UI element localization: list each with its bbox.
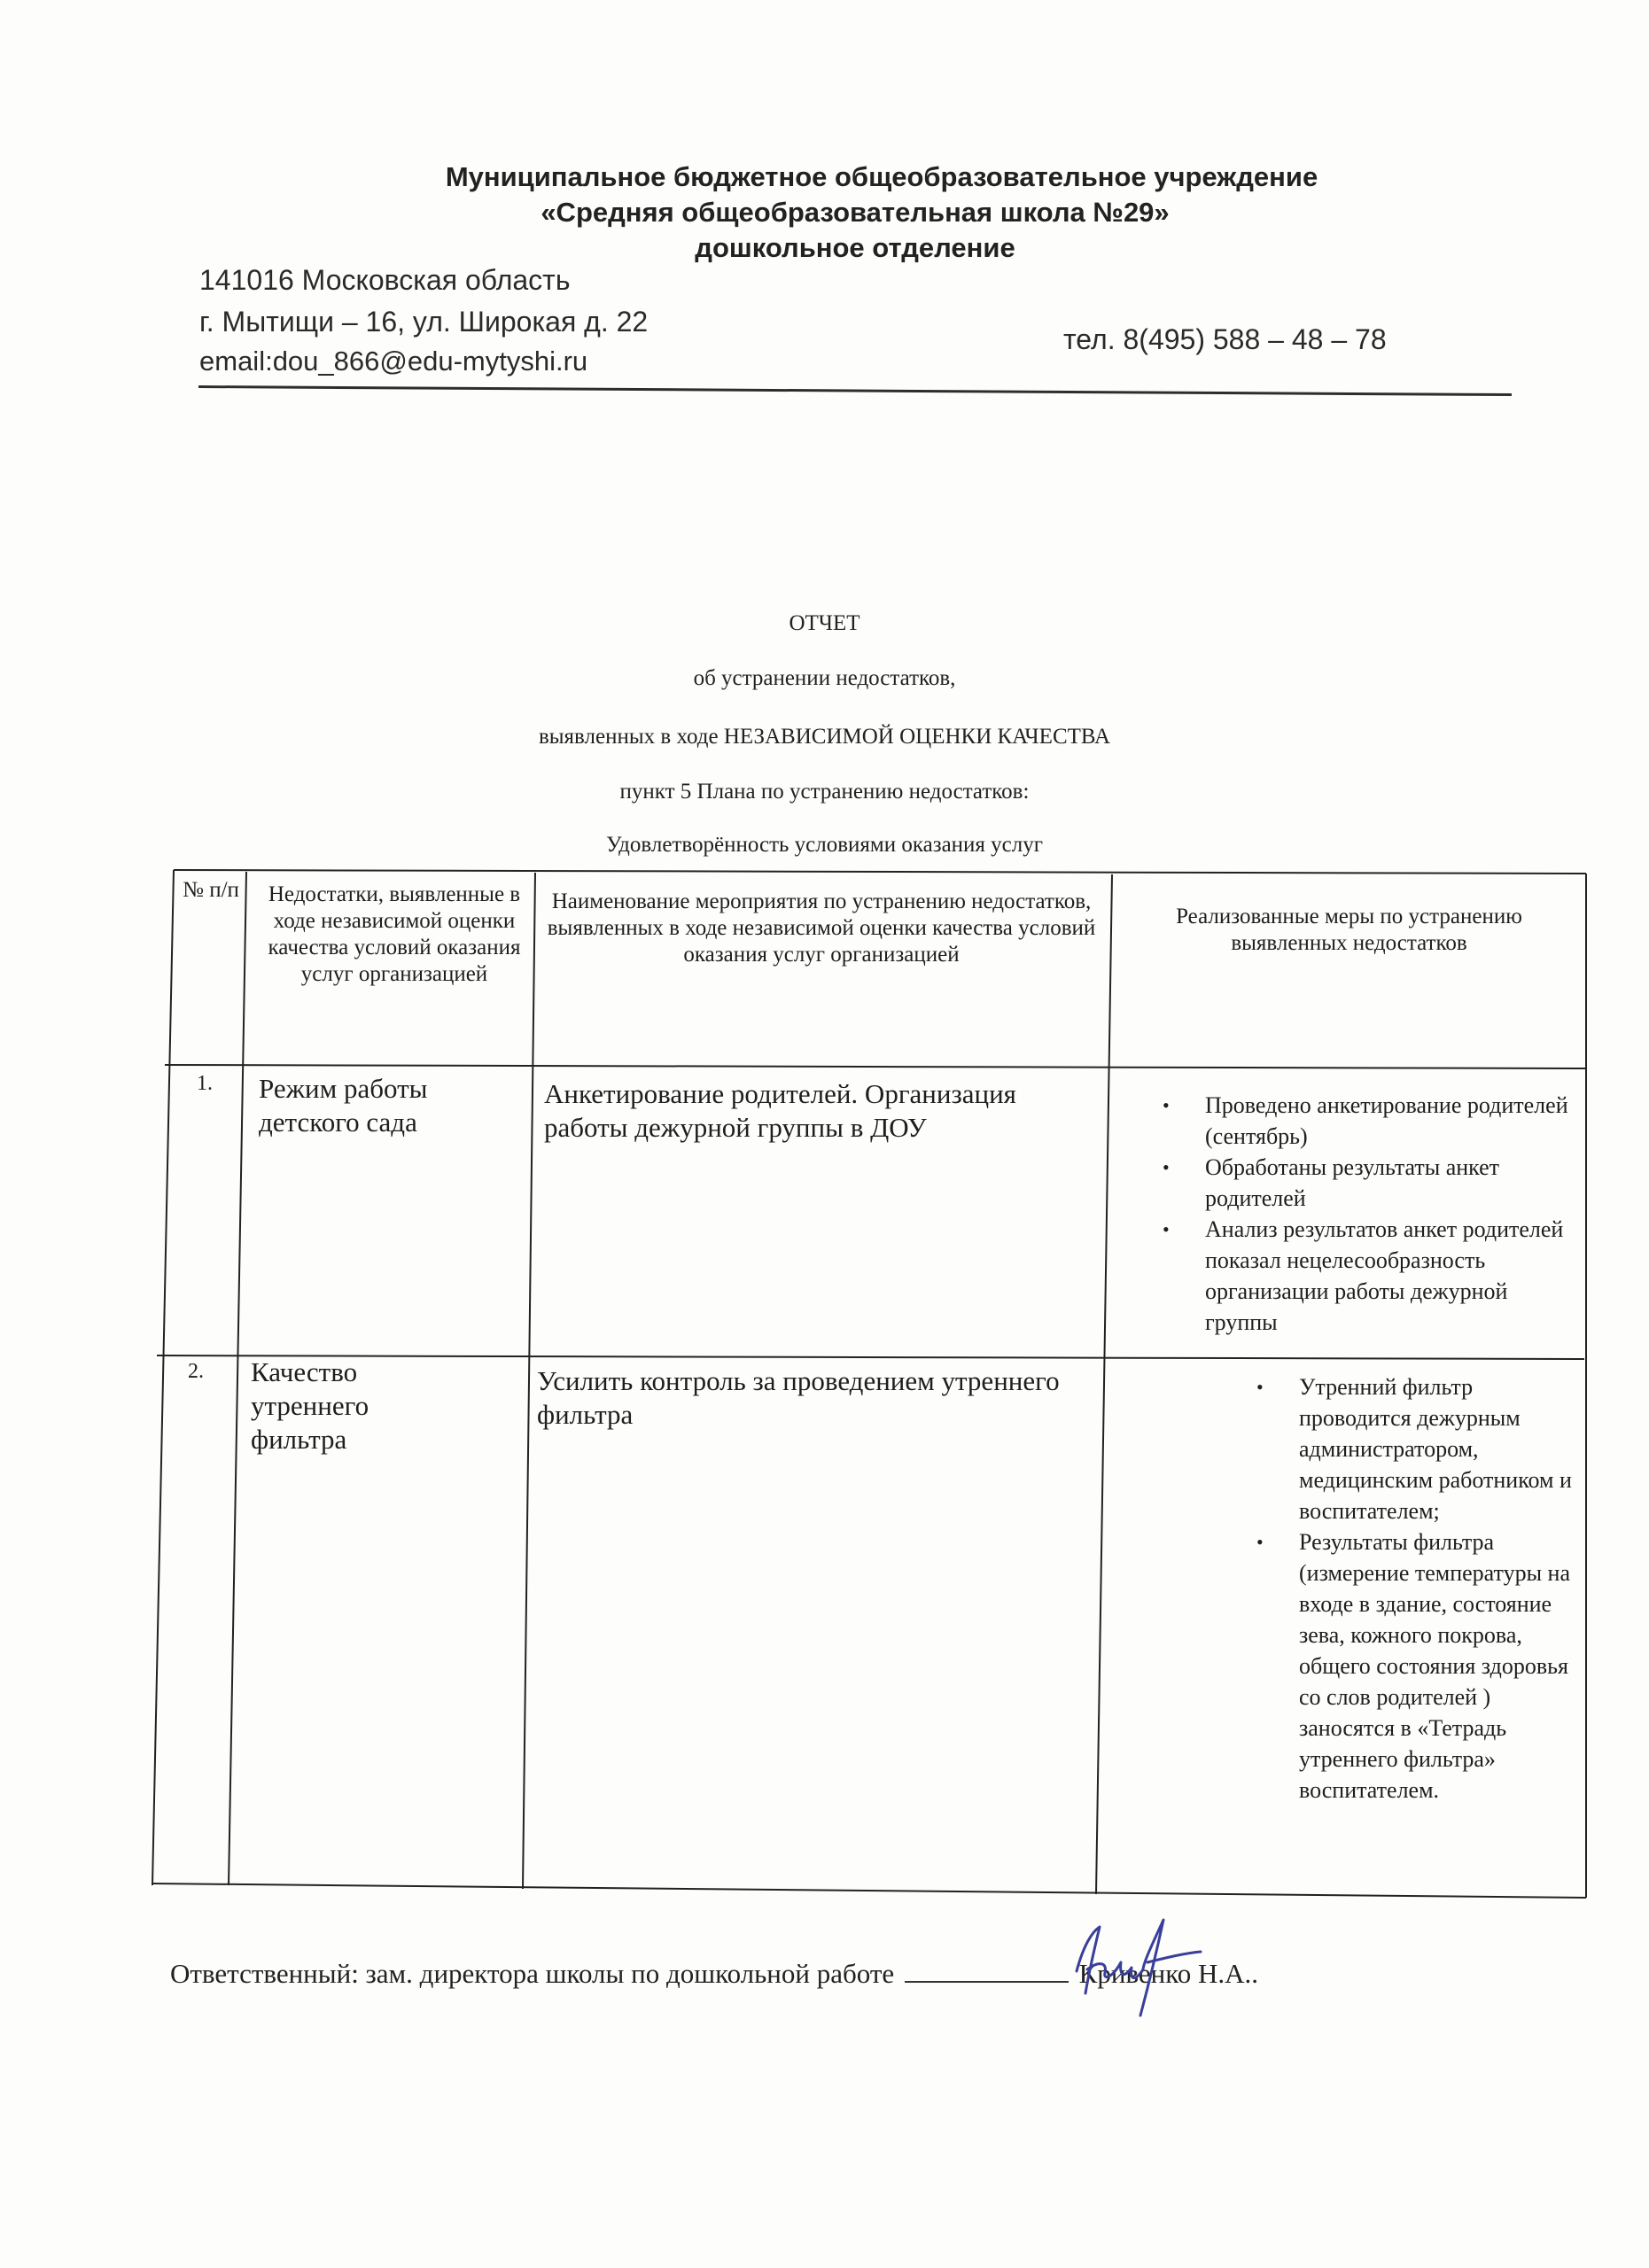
address-line-2: г. Мытищи – 16, ул. Широкая д. 22 <box>199 306 649 338</box>
bullet-icon: • <box>1256 1531 1264 1553</box>
list-item: • Результаты фильтра (измерение температуры на входе в здание, состояние зева, кожного покрова, общего состояния здоровья со слов родителей ) заносятся в «Тетрадь утреннего фильтра» воспитателем. <box>1256 1526 1581 1806</box>
bullet-icon: • <box>1163 1094 1170 1116</box>
table-top-border <box>174 870 1586 874</box>
bullet-icon: • <box>1163 1218 1170 1240</box>
handwritten-signature <box>1059 1909 1210 2033</box>
phone-number: тел. 8(495) 588 – 48 – 78 <box>1063 323 1387 355</box>
row-1-action: Анкетирование родителей. Организация работы дежурной группы в ДОУ <box>544 1078 1016 1143</box>
col-divider-3 <box>1096 874 1112 1894</box>
table-left-border <box>152 870 174 1885</box>
report-subtitle-4: Удовлетворённость условиями оказания услуг <box>605 833 1044 857</box>
bullet-icon: • <box>1256 1376 1264 1398</box>
email-address: email:dou_866@edu-mytyshi.ru <box>199 346 588 377</box>
header-cell-number: № п/п <box>183 878 239 902</box>
col-divider-1 <box>229 872 246 1885</box>
list-item: • Проведено анкетирование родителей (сентябрь) <box>1163 1090 1579 1152</box>
list-item: • Утренний фильтр проводится дежурным администратором, медицинским работником и воспитателем; <box>1256 1371 1581 1526</box>
row-1-issue: Режим работы детского сада <box>259 1073 428 1138</box>
header-cell-issues: Недостатки, выявленные в ходе независимой оценки качества условий оказания услуг организацией <box>268 882 521 986</box>
table-bottom-border <box>152 1884 1586 1898</box>
row-2-measures-list <box>1256 1371 1581 1806</box>
report-subtitle-2: выявленных в ходе НЕЗАВИСИМОЙ ОЦЕНКИ КАЧЕСТВА <box>538 725 1111 749</box>
list-item: • Анализ результатов анкет родителей показал нецелесообразность организации работы дежурной группы <box>1163 1214 1579 1338</box>
signer-name: Кривенко Н.А.. <box>1078 1958 1258 1989</box>
report-title: ОТЧЕТ <box>789 611 860 635</box>
bullet-icon: • <box>1163 1156 1170 1178</box>
row-2-action: Усилить контроль за проведением утреннего фильтра <box>537 1365 1060 1430</box>
report-subtitle-3: пункт 5 Плана по устранению недостатков: <box>619 780 1030 804</box>
header-row-divider <box>165 1065 1585 1068</box>
row-1-measures-list <box>1163 1090 1579 1338</box>
header-cell-actions: Наименование мероприятия по устранению недостатков, выявленных в ходе независимой оценки качества условий оказания услуг организацией <box>547 889 1096 967</box>
col-divider-2 <box>523 873 535 1889</box>
report-subtitle-1: об устранении недостатков, <box>693 666 956 690</box>
list-item: • Обработаны результаты анкет родителей <box>1163 1152 1579 1214</box>
row-2-number: 2. <box>188 1360 204 1383</box>
responsible-label: Ответственный: зам. директора школы по дошкольной работе <box>170 1958 895 1989</box>
org-line-1: Муниципальное бюджетное общеобразовательное учреждение <box>445 161 1318 192</box>
org-line-3: дошкольное отделение <box>695 232 1015 263</box>
header-cell-measures: Реализованные меры по устранению выявленных недостатков <box>1176 905 1522 955</box>
org-line-2: «Средняя общеобразовательная школа №29» <box>541 197 1170 228</box>
row-2-issue: Качество утреннего фильтра <box>251 1356 369 1455</box>
signature-blank <box>905 1961 1069 1983</box>
row-1-number: 1. <box>197 1072 213 1095</box>
address-line-1: 141016 Московская область <box>199 264 571 296</box>
